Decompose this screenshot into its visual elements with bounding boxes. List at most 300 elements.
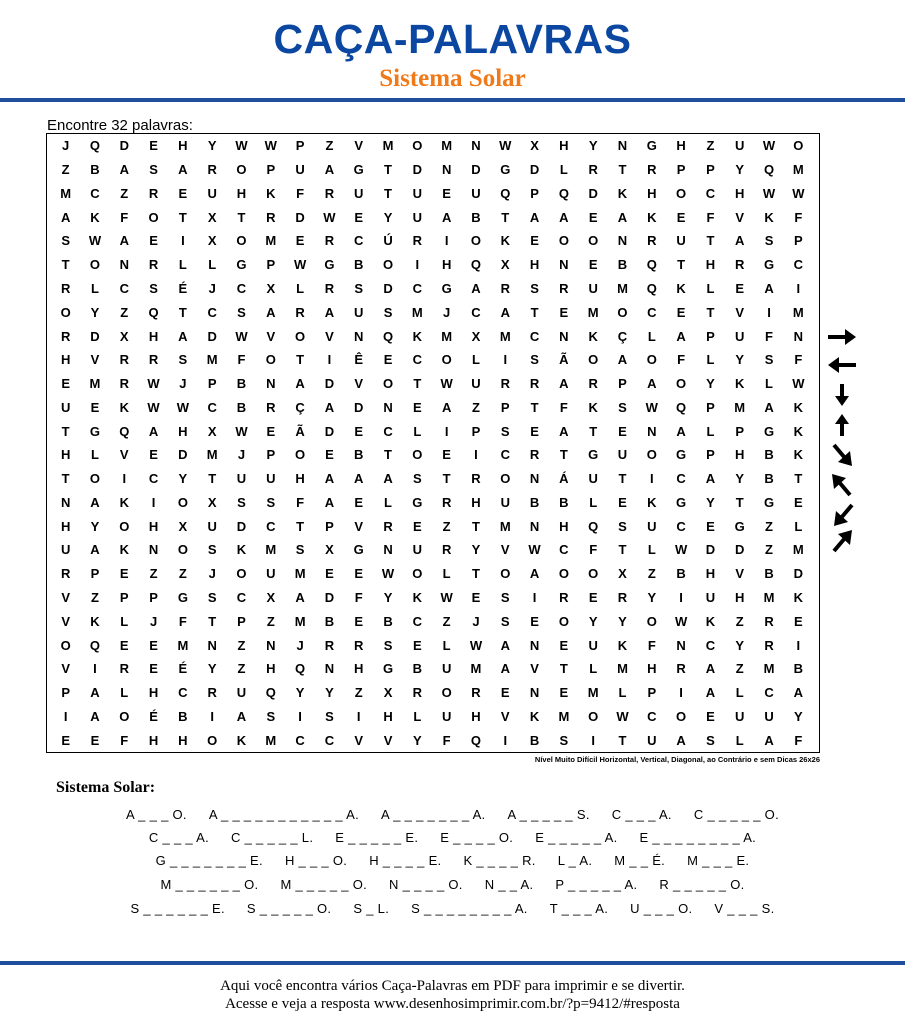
grid-letter[interactable]: R: [383, 518, 393, 534]
grid-letter[interactable]: N: [559, 257, 569, 273]
grid-letter[interactable]: B: [90, 162, 100, 178]
grid-letter[interactable]: O: [441, 352, 452, 368]
grid-letter[interactable]: D: [90, 328, 100, 344]
grid-letter[interactable]: K: [793, 399, 804, 415]
grid-letter[interactable]: L: [178, 257, 187, 273]
grid-letter[interactable]: D: [295, 209, 305, 225]
grid-letter[interactable]: U: [500, 494, 510, 510]
grid-letter[interactable]: I: [532, 589, 537, 605]
grid-letter[interactable]: K: [735, 376, 745, 392]
grid-letter[interactable]: A: [676, 328, 686, 344]
grid-letter[interactable]: H: [559, 138, 569, 154]
grid-letter[interactable]: V: [119, 447, 129, 463]
grid-letter[interactable]: N: [559, 328, 569, 344]
grid-letter[interactable]: D: [324, 589, 335, 605]
grid-letter[interactable]: M: [441, 328, 453, 344]
grid-letter[interactable]: S: [178, 352, 188, 368]
grid-letter[interactable]: G: [646, 138, 657, 154]
grid-letter[interactable]: V: [735, 304, 745, 320]
grid-letter[interactable]: T: [296, 518, 305, 534]
grid-letter[interactable]: É: [178, 661, 188, 677]
grid-letter[interactable]: A: [559, 423, 569, 439]
grid-letter[interactable]: M: [265, 732, 277, 748]
grid-letter[interactable]: P: [325, 518, 334, 534]
grid-letter[interactable]: R: [324, 233, 335, 249]
grid-letter[interactable]: I: [503, 352, 508, 368]
grid-letter[interactable]: K: [119, 399, 129, 415]
grid-letter[interactable]: Y: [706, 494, 715, 510]
grid-letter[interactable]: V: [735, 209, 745, 225]
grid-letter[interactable]: W: [440, 376, 453, 392]
grid-letter[interactable]: A: [354, 471, 364, 487]
grid-letter[interactable]: S: [500, 589, 510, 605]
grid-letter[interactable]: T: [559, 447, 568, 463]
grid-letter[interactable]: C: [559, 542, 569, 558]
grid-letter[interactable]: A: [705, 685, 716, 701]
grid-letter[interactable]: H: [178, 732, 188, 748]
grid-letter[interactable]: Z: [735, 661, 744, 677]
grid-letter[interactable]: M: [60, 185, 72, 201]
grid-letter[interactable]: E: [530, 423, 539, 439]
grid-letter[interactable]: O: [676, 376, 687, 392]
grid-letter[interactable]: C: [471, 304, 481, 320]
grid-letter[interactable]: D: [324, 376, 335, 392]
grid-letter[interactable]: T: [501, 209, 510, 225]
grid-letter[interactable]: W: [235, 138, 248, 154]
grid-letter[interactable]: A: [324, 494, 335, 510]
grid-letter[interactable]: B: [676, 566, 686, 582]
grid-letter[interactable]: K: [647, 494, 657, 510]
grid-letter[interactable]: P: [90, 566, 100, 582]
grid-letter[interactable]: T: [794, 471, 803, 487]
grid-letter[interactable]: U: [735, 328, 745, 344]
grid-letter[interactable]: U: [354, 185, 364, 201]
grid-letter[interactable]: F: [354, 589, 363, 605]
grid-letter[interactable]: F: [647, 637, 656, 653]
grid-letter[interactable]: X: [325, 542, 334, 558]
grid-letter[interactable]: E: [735, 280, 745, 296]
grid-letter[interactable]: Q: [148, 304, 159, 320]
grid-letter[interactable]: P: [706, 328, 715, 344]
grid-letter[interactable]: R: [295, 304, 305, 320]
grid-letter[interactable]: Y: [207, 661, 217, 677]
grid-letter[interactable]: L: [442, 637, 451, 653]
grid-letter[interactable]: Q: [676, 399, 687, 415]
grid-letter[interactable]: T: [442, 471, 451, 487]
grid-letter[interactable]: D: [383, 280, 393, 296]
grid-letter[interactable]: H: [705, 257, 716, 273]
grid-letter[interactable]: Á: [559, 471, 569, 487]
grid-letter[interactable]: W: [792, 376, 805, 392]
grid-letter[interactable]: J: [149, 613, 158, 629]
grid-letter[interactable]: D: [735, 542, 745, 558]
grid-letter[interactable]: T: [384, 185, 392, 201]
grid-letter[interactable]: W: [293, 257, 307, 273]
grid-letter[interactable]: G: [763, 257, 775, 273]
grid-letter[interactable]: C: [324, 732, 335, 748]
grid-letter[interactable]: L: [90, 447, 99, 463]
grid-letter[interactable]: B: [178, 708, 188, 724]
grid-letter[interactable]: R: [60, 280, 71, 296]
grid-letter[interactable]: Z: [90, 589, 99, 605]
grid-letter[interactable]: B: [793, 661, 804, 677]
grid-letter[interactable]: S: [764, 352, 774, 368]
grid-letter[interactable]: K: [617, 185, 628, 201]
grid-letter[interactable]: O: [470, 233, 482, 249]
grid-letter[interactable]: M: [265, 233, 277, 249]
grid-letter[interactable]: H: [735, 447, 745, 463]
grid-letter[interactable]: S: [618, 399, 627, 415]
grid-letter[interactable]: R: [500, 376, 510, 392]
grid-letter[interactable]: T: [61, 471, 70, 487]
grid-letter[interactable]: X: [207, 233, 217, 249]
grid-letter[interactable]: O: [558, 566, 569, 582]
grid-letter[interactable]: U: [266, 471, 276, 487]
grid-letter[interactable]: B: [412, 661, 423, 677]
grid-letter[interactable]: U: [588, 280, 598, 296]
grid-letter[interactable]: M: [617, 661, 628, 677]
grid-letter[interactable]: U: [647, 518, 657, 534]
grid-letter[interactable]: R: [354, 637, 364, 653]
grid-letter[interactable]: R: [647, 162, 657, 178]
grid-letter[interactable]: R: [735, 257, 745, 273]
grid-letter[interactable]: O: [588, 708, 599, 724]
grid-letter[interactable]: C: [236, 589, 247, 605]
grid-letter[interactable]: U: [735, 138, 745, 154]
grid-letter[interactable]: E: [295, 233, 305, 249]
grid-letter[interactable]: K: [266, 185, 276, 201]
grid-letter[interactable]: Z: [120, 304, 129, 320]
grid-letter[interactable]: U: [412, 209, 423, 225]
grid-letter[interactable]: U: [588, 471, 598, 487]
grid-letter[interactable]: W: [674, 613, 688, 629]
grid-letter[interactable]: H: [735, 589, 745, 605]
grid-letter[interactable]: O: [412, 138, 423, 154]
grid-letter[interactable]: X: [178, 518, 188, 534]
grid-letter[interactable]: M: [499, 328, 511, 344]
grid-letter[interactable]: M: [470, 661, 482, 677]
grid-letter[interactable]: A: [295, 376, 305, 392]
grid-letter[interactable]: P: [706, 447, 715, 463]
grid-letter[interactable]: T: [413, 376, 422, 392]
grid-letter[interactable]: G: [89, 423, 101, 439]
grid-letter[interactable]: P: [471, 423, 481, 439]
grid-letter[interactable]: G: [353, 542, 364, 558]
grid-letter[interactable]: A: [90, 685, 100, 701]
grid-letter[interactable]: A: [647, 376, 657, 392]
grid-letter[interactable]: L: [618, 685, 627, 701]
grid-letter[interactable]: O: [588, 352, 599, 368]
grid-letter[interactable]: K: [90, 613, 100, 629]
grid-letter[interactable]: Y: [588, 613, 598, 629]
grid-letter[interactable]: I: [444, 233, 449, 249]
grid-letter[interactable]: H: [295, 471, 305, 487]
grid-letter[interactable]: P: [706, 162, 715, 178]
grid-letter[interactable]: E: [442, 185, 451, 201]
grid-letter[interactable]: A: [793, 685, 804, 701]
grid-letter[interactable]: U: [764, 708, 774, 724]
grid-letter[interactable]: H: [60, 518, 71, 534]
grid-letter[interactable]: A: [119, 162, 129, 178]
grid-letter[interactable]: P: [794, 233, 803, 249]
grid-letter[interactable]: Ê: [354, 352, 364, 368]
grid-letter[interactable]: L: [706, 423, 715, 439]
grid-letter[interactable]: H: [60, 352, 71, 368]
grid-letter[interactable]: E: [706, 708, 715, 724]
grid-letter[interactable]: S: [207, 589, 217, 605]
grid-letter[interactable]: Z: [237, 661, 246, 677]
grid-letter[interactable]: N: [266, 376, 276, 392]
grid-letter[interactable]: K: [529, 708, 540, 724]
grid-letter[interactable]: K: [90, 209, 100, 225]
grid-letter[interactable]: G: [500, 162, 511, 178]
grid-letter[interactable]: J: [62, 138, 70, 154]
grid-letter[interactable]: I: [796, 637, 801, 653]
grid-letter[interactable]: G: [734, 518, 745, 534]
grid-letter[interactable]: R: [148, 185, 159, 201]
grid-letter[interactable]: H: [354, 661, 364, 677]
grid-letter[interactable]: O: [500, 566, 511, 582]
grid-letter[interactable]: O: [119, 708, 130, 724]
grid-letter[interactable]: S: [266, 708, 276, 724]
grid-letter[interactable]: O: [558, 233, 569, 249]
grid-letter[interactable]: D: [119, 138, 129, 154]
grid-letter[interactable]: C: [295, 732, 305, 748]
grid-letter[interactable]: H: [735, 185, 745, 201]
grid-letter[interactable]: I: [181, 233, 185, 249]
grid-letter[interactable]: A: [178, 162, 188, 178]
grid-letter[interactable]: W: [528, 542, 541, 558]
grid-letter[interactable]: Z: [325, 138, 334, 154]
grid-letter[interactable]: D: [705, 542, 716, 558]
grid-letter[interactable]: N: [529, 637, 540, 653]
grid-letter[interactable]: Z: [442, 518, 451, 534]
grid-letter[interactable]: P: [149, 589, 158, 605]
grid-letter[interactable]: N: [207, 637, 217, 653]
grid-letter[interactable]: E: [61, 732, 70, 748]
grid-letter[interactable]: B: [764, 471, 774, 487]
grid-letter[interactable]: C: [90, 185, 100, 201]
grid-letter[interactable]: I: [503, 732, 508, 748]
grid-letter[interactable]: S: [266, 494, 276, 510]
grid-letter[interactable]: Y: [413, 732, 422, 748]
grid-letter[interactable]: M: [617, 280, 628, 296]
grid-letter[interactable]: E: [530, 233, 539, 249]
grid-letter[interactable]: I: [298, 708, 302, 724]
grid-letter[interactable]: Q: [119, 423, 130, 439]
grid-letter[interactable]: R: [60, 566, 71, 582]
grid-letter[interactable]: B: [764, 447, 774, 463]
grid-letter[interactable]: Q: [89, 637, 101, 653]
grid-letter[interactable]: A: [441, 209, 452, 225]
grid-letter[interactable]: O: [646, 447, 657, 463]
grid-letter[interactable]: F: [589, 542, 598, 558]
grid-letter[interactable]: O: [382, 376, 394, 392]
grid-letter[interactable]: G: [324, 257, 335, 273]
grid-letter[interactable]: A: [60, 209, 71, 225]
grid-letter[interactable]: T: [296, 352, 305, 368]
grid-letter[interactable]: T: [237, 209, 246, 225]
grid-letter[interactable]: S: [530, 280, 539, 296]
grid-letter[interactable]: S: [559, 732, 569, 748]
grid-letter[interactable]: M: [499, 518, 511, 534]
grid-letter[interactable]: E: [500, 685, 510, 701]
grid-letter[interactable]: D: [793, 566, 804, 582]
grid-letter[interactable]: Y: [90, 518, 100, 534]
grid-letter[interactable]: Z: [442, 613, 451, 629]
grid-letter[interactable]: U: [735, 708, 745, 724]
grid-letter[interactable]: K: [119, 494, 129, 510]
grid-letter[interactable]: N: [60, 494, 71, 510]
grid-letter[interactable]: W: [381, 566, 395, 582]
grid-letter[interactable]: R: [412, 685, 423, 701]
grid-letter[interactable]: G: [412, 494, 423, 510]
grid-letter[interactable]: I: [327, 352, 332, 368]
grid-letter[interactable]: B: [617, 257, 628, 273]
grid-letter[interactable]: A: [764, 732, 774, 748]
grid-letter[interactable]: X: [530, 138, 539, 154]
grid-letter[interactable]: D: [207, 328, 217, 344]
grid-letter[interactable]: F: [120, 209, 129, 225]
grid-letter[interactable]: Y: [735, 471, 745, 487]
grid-letter[interactable]: T: [471, 518, 480, 534]
grid-letter[interactable]: F: [296, 494, 305, 510]
grid-letter[interactable]: C: [705, 637, 716, 653]
grid-letter[interactable]: W: [88, 233, 102, 249]
grid-letter[interactable]: V: [383, 732, 393, 748]
grid-letter[interactable]: O: [646, 352, 657, 368]
grid-letter[interactable]: H: [705, 566, 716, 582]
grid-letter[interactable]: L: [706, 352, 715, 368]
grid-letter[interactable]: S: [530, 352, 539, 368]
grid-letter[interactable]: W: [674, 542, 688, 558]
grid-letter[interactable]: Ú: [383, 233, 393, 249]
grid-letter[interactable]: O: [441, 685, 452, 701]
grid-letter[interactable]: D: [412, 162, 423, 178]
grid-letter[interactable]: Ç: [295, 399, 305, 415]
grid-letter[interactable]: A: [90, 708, 100, 724]
grid-letter[interactable]: O: [60, 304, 71, 320]
grid-letter[interactable]: Z: [647, 566, 656, 582]
grid-letter[interactable]: S: [237, 304, 246, 320]
grid-letter[interactable]: U: [471, 376, 481, 392]
grid-letter[interactable]: N: [441, 162, 452, 178]
grid-letter[interactable]: C: [764, 685, 774, 701]
grid-letter[interactable]: O: [119, 518, 130, 534]
grid-letter[interactable]: E: [471, 589, 481, 605]
grid-letter[interactable]: C: [236, 280, 247, 296]
grid-letter[interactable]: P: [647, 685, 657, 701]
grid-letter[interactable]: H: [60, 447, 71, 463]
grid-letter[interactable]: É: [149, 708, 158, 724]
grid-letter[interactable]: E: [149, 138, 158, 154]
grid-letter[interactable]: H: [148, 732, 159, 748]
grid-letter[interactable]: E: [794, 613, 803, 629]
grid-letter[interactable]: N: [793, 328, 804, 344]
grid-letter[interactable]: B: [236, 376, 247, 392]
grid-letter[interactable]: T: [618, 732, 627, 748]
grid-letter[interactable]: G: [763, 423, 775, 439]
grid-letter[interactable]: V: [500, 708, 510, 724]
grid-letter[interactable]: R: [207, 162, 217, 178]
grid-letter[interactable]: C: [647, 708, 657, 724]
grid-letter[interactable]: L: [120, 685, 129, 701]
grid-letter[interactable]: Q: [470, 732, 482, 748]
grid-letter[interactable]: J: [179, 376, 187, 392]
grid-letter[interactable]: C: [148, 471, 159, 487]
grid-letter[interactable]: A: [735, 233, 745, 249]
grid-letter[interactable]: R: [412, 233, 423, 249]
grid-letter[interactable]: G: [236, 257, 247, 273]
grid-letter[interactable]: M: [206, 447, 218, 463]
grid-letter[interactable]: L: [208, 257, 217, 273]
grid-letter[interactable]: A: [617, 352, 628, 368]
grid-letter[interactable]: I: [415, 257, 420, 273]
grid-letter[interactable]: T: [384, 162, 392, 178]
grid-letter[interactable]: X: [119, 328, 129, 344]
grid-letter[interactable]: C: [207, 399, 217, 415]
grid-letter[interactable]: Z: [237, 637, 246, 653]
grid-letter[interactable]: Z: [149, 566, 158, 582]
grid-letter[interactable]: S: [149, 280, 158, 296]
grid-letter[interactable]: S: [500, 423, 510, 439]
grid-letter[interactable]: M: [411, 304, 423, 320]
grid-letter[interactable]: P: [61, 685, 70, 701]
grid-letter[interactable]: F: [178, 613, 187, 629]
grid-letter[interactable]: R: [617, 589, 628, 605]
grid-letter[interactable]: E: [413, 518, 422, 534]
grid-letter[interactable]: I: [796, 280, 801, 296]
grid-letter[interactable]: A: [90, 494, 100, 510]
grid-letter[interactable]: H: [529, 257, 540, 273]
grid-letter[interactable]: R: [559, 280, 569, 296]
grid-letter[interactable]: Y: [471, 542, 481, 558]
grid-letter[interactable]: M: [558, 708, 570, 724]
grid-letter[interactable]: P: [237, 613, 246, 629]
grid-letter[interactable]: X: [618, 566, 627, 582]
grid-letter[interactable]: W: [469, 637, 483, 653]
grid-letter[interactable]: A: [529, 566, 540, 582]
grid-letter[interactable]: C: [647, 304, 657, 320]
grid-letter[interactable]: O: [588, 566, 599, 582]
grid-letter[interactable]: X: [383, 685, 393, 701]
grid-letter[interactable]: L: [589, 494, 598, 510]
grid-letter[interactable]: V: [266, 328, 276, 344]
grid-letter[interactable]: L: [471, 352, 480, 368]
grid-letter[interactable]: E: [618, 423, 627, 439]
grid-letter[interactable]: M: [792, 304, 804, 320]
grid-letter[interactable]: E: [706, 518, 715, 534]
grid-letter[interactable]: T: [208, 613, 217, 629]
grid-letter[interactable]: U: [705, 589, 716, 605]
grid-letter[interactable]: A: [178, 328, 188, 344]
grid-letter[interactable]: Z: [266, 613, 275, 629]
grid-letter[interactable]: Q: [763, 162, 775, 178]
grid-letter[interactable]: V: [61, 661, 70, 677]
grid-letter[interactable]: H: [266, 661, 276, 677]
grid-letter[interactable]: E: [618, 494, 627, 510]
grid-letter[interactable]: P: [735, 423, 745, 439]
grid-letter[interactable]: E: [90, 399, 100, 415]
grid-letter[interactable]: R: [559, 589, 569, 605]
grid-letter[interactable]: Ç: [617, 328, 628, 344]
grid-letter[interactable]: F: [120, 732, 129, 748]
grid-letter[interactable]: E: [413, 399, 422, 415]
grid-letter[interactable]: S: [295, 542, 305, 558]
grid-letter[interactable]: E: [266, 423, 276, 439]
grid-letter[interactable]: O: [89, 471, 101, 487]
grid-letter[interactable]: N: [471, 138, 481, 154]
